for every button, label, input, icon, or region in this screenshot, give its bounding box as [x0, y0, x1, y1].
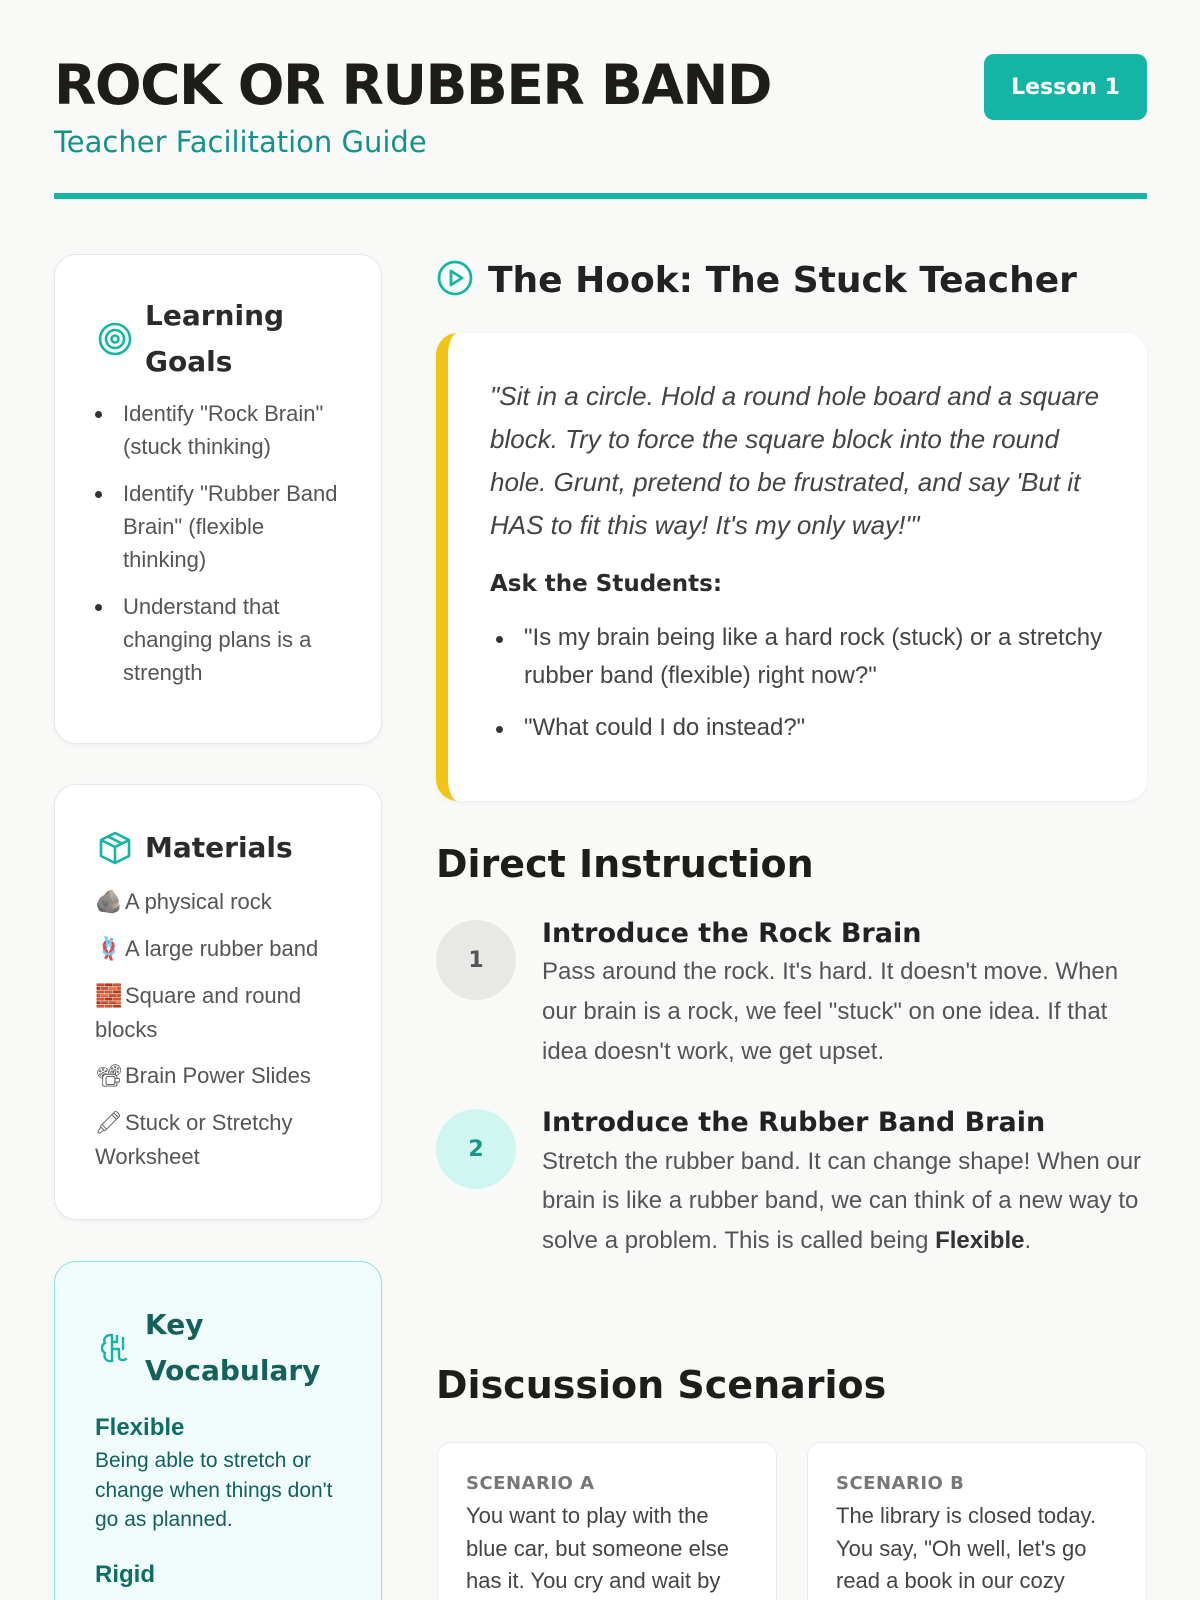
lesson-badge: Lesson 1 [984, 54, 1147, 120]
instruction-step [436, 916, 1147, 1071]
step-number: 2 [436, 1109, 516, 1189]
vocab-definition: Being able to stretch or change when things don't go as planned. [95, 1449, 333, 1532]
scenario-label: SCENARIO A [466, 1473, 595, 1494]
list-item: 📽Brain Power Slides [95, 1059, 351, 1093]
list-item: 🪨 A physical rock [95, 885, 351, 919]
list-item: Identify "Rock Brain" (stuck thinking) [95, 397, 351, 463]
materials-title: Materials [145, 831, 293, 864]
instruction-steps [436, 916, 1147, 1260]
rock-icon: 🪨 [95, 890, 123, 916]
scenario-label: SCENARIO B [836, 1473, 965, 1494]
materials-list [95, 885, 351, 1173]
key-vocabulary-card [54, 1261, 382, 1600]
step-title: Introduce the Rock Brain [542, 918, 922, 949]
instruction-step [436, 1105, 1147, 1260]
brain-icon [95, 1328, 135, 1368]
learning-goals-title: Learning Goals [145, 299, 285, 379]
learning-goals-list [95, 397, 351, 689]
play-circle-icon [436, 259, 474, 302]
vocab-term: Flexible [95, 1414, 185, 1442]
ask-students-title: Ask the Students: [490, 570, 723, 597]
list-item: 🪢 A large rubber band [95, 932, 351, 966]
key-vocabulary-title: Key Vocabulary [145, 1308, 321, 1388]
discussion-scenarios-title: Discussion Scenarios [436, 1363, 887, 1407]
header-divider [54, 193, 1147, 199]
scenario-text: You want to play with the blue car, but someone else has it. You cry and wait by [466, 1503, 729, 1594]
scenario-text: The library is closed today. You say, "Oh well, let's go read a book in our cozy [836, 1503, 1097, 1594]
box-icon [95, 828, 135, 868]
page-title: ROCK OR RUBBER BAND [54, 53, 772, 117]
hook-card [436, 333, 1147, 801]
crayon-icon: 🖍 [95, 1111, 123, 1137]
learning-goals-card [54, 254, 382, 744]
projector-icon: 📽 [95, 1064, 123, 1090]
materials-card [54, 784, 382, 1220]
target-icon [95, 319, 135, 359]
ask-students-list [490, 619, 1117, 748]
step-number: 1 [436, 920, 516, 1000]
list-item: "Is my brain being like a hard rock (stuck) or a stretchy rubber band (flexible) right now?" [490, 619, 1117, 696]
list-item: Understand that changing plans is a strength [95, 590, 351, 689]
step-emphasis: Flexible [935, 1226, 1025, 1254]
step-text: Pass around the rock. It's hard. It doesn't move. When our brain is a rock, we feel "stuck" on one idea. If that idea doesn't work, we get upset. [542, 958, 1119, 1065]
list-item: 🧱 Square and round blocks [95, 979, 351, 1046]
direct-instruction-title: Direct Instruction [436, 842, 814, 886]
scenario-card [807, 1442, 1147, 1600]
list-item: 🖍Stuck or Stretchy Worksheet [95, 1106, 351, 1173]
list-item: Identify "Rubber Band Brain" (flexible thinking) [95, 477, 351, 576]
step-text: Stretch the rubber band. It can change shape! When our brain is like a rubber band, we can think of a new way to solve a problem. This is called being Flexible. [542, 1147, 1142, 1254]
hook-script-quote: "Sit in a circle. Hold a round hole board and a square block. Try to force the square block into the round hole. Grunt, pretend to be frustrated, and say 'But it HAS to fit this way! It's my only way!'" [490, 381, 1100, 540]
page-subtitle: Teacher Facilitation Guide [54, 125, 427, 159]
scenario-card [437, 1442, 777, 1600]
blocks-icon: 🧱 [95, 984, 123, 1010]
step-title: Introduce the Rubber Band Brain [542, 1107, 1046, 1139]
list-item: "What could I do instead?" [490, 709, 1117, 747]
vocab-term: Rigid [95, 1560, 155, 1588]
hook-heading [436, 254, 1147, 306]
page-header [54, 52, 1147, 159]
hook-title: The Hook: The Stuck Teacher [488, 259, 1077, 301]
rubber-band-icon: 🪢 [95, 937, 123, 963]
